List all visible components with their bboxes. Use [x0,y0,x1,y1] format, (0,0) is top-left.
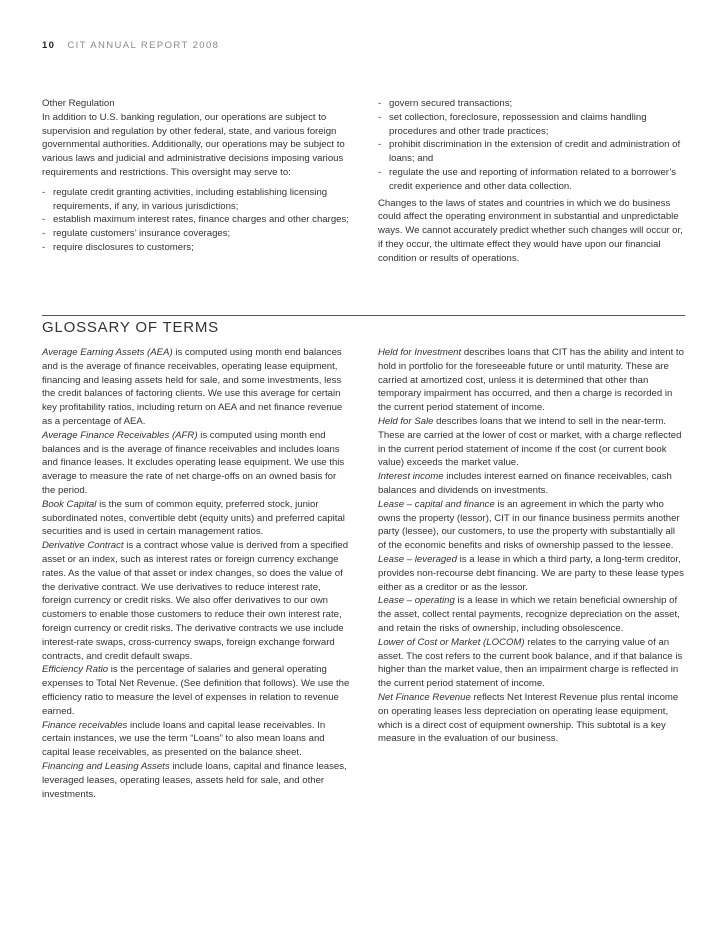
glossary-left-column [42,346,352,801]
glossary-definition: is the sum of common equity, preferred stock, junior subordinated notes, convertible debt (equity units) and preferred capital securities and is used in certain management ratios. [42,498,345,538]
list-item: - require disclosures to customers; [42,241,352,255]
glossary-term: Held for Sale [378,415,434,427]
glossary-definition: describes loans that CIT has the ability and intent to hold in portfolio for the foreseeable future or until maturity. These are carried at amortized cost, unless it is determined that other than temporary impairment has occurred, and then a charge is recorded in the current period statement of income. [378,347,684,414]
glossary-definition: is the percentage of salaries and general operating expenses to Total Net Revenue. (See definition that follows). We use the efficiency ratio to measure the level of expenses in relation to revenue earned. [42,664,350,717]
glossary-definition: reflects Net Interest Revenue plus rental income on operating leases less depreciation on operating lease equipment, which is a direct cost of equipment ownership. This subtotal is a key measure in the evaluation of our business. [378,691,679,745]
glossary-term: Financing and Leasing Assets [42,760,170,772]
glossary-entry [378,498,685,553]
list-item: - set collection, foreclosure, repossession and claims handling procedures and other trade practices; [378,111,685,139]
glossary-definition: is computed using month end balances and is the average of finance receivables, operating lease equipment, financing and leasing assets held for sale, and some investments, less the credit balances of factoring clients. We use this average for certain key profitability ratios, including return on AEA and net finance revenue as a percentage of AEA. [42,347,343,427]
glossary-entry [42,429,352,498]
oversight-list-right [378,97,685,194]
glossary-entry [378,594,685,635]
glossary-term: Average Finance Receivables (AFR) [42,429,198,441]
glossary-term: Lease – leveraged [378,553,457,565]
glossary-definition: include loans, capital and finance leases, leveraged leases, operating leases, assets held for sale, and other investments. [42,760,347,800]
glossary-entry [42,498,352,539]
glossary-entry [42,539,352,663]
glossary-definition: describes loans that we intend to sell in the near-term. These are carried at the lower of cost or market, with a charge reflected in the current period statement of income if the cost (or current book value) exceeds the market value. [378,415,682,469]
glossary-entry [42,663,352,718]
section-divider [42,315,685,316]
glossary-term: Lower of Cost or Market (LOCOM) [378,636,525,648]
glossary-definition: is an agreement in which the party who owns the property (lessor), CIT in our finance business permits another party (lessee), our customers, to use the property with substantially all of the economic benefits and risks of ownership passed to the lessee. [378,498,680,552]
glossary-heading: GLOSSARY OF TERMS [42,319,219,336]
glossary-definition: include loans and capital lease receivables. In certain instances, we use the term “Loans” to also mean loans and capital lease receivables, as presented on the balance sheet. [42,719,326,759]
list-item: - prohibit discrimination in the extension of credit and administration of loans; and [378,138,685,166]
oversight-list-left [42,186,352,255]
other-regulation-heading: Other Regulation [42,98,115,109]
page-number: 10 [42,40,56,51]
glossary-definition: includes interest earned on finance receivables, cash balances and dividends on investments. [378,471,672,496]
glossary-entry [378,415,685,470]
other-regulation-closing: Changes to the laws of states and countries in which we do business could affect the operating environment in substantial and unpredictable ways. We cannot accurately predict whether such changes will occur or, if they occur, the ultimate effect they would have upon our financial condition or results of operations. [378,197,683,264]
glossary-entry [378,691,685,746]
other-regulation-right-column [378,97,685,266]
glossary-term: Book Capital [42,498,97,510]
glossary-term: Derivative Contract [42,540,124,552]
glossary-entry [42,719,352,760]
glossary-entry [378,636,685,691]
glossary-term: Average Earning Assets (AEA) [42,347,173,358]
glossary-definition: is a contract whose value is derived from a specified asset or an index, such as interest rates or foreign currency exchange rates. As the value of that asset or index changes, so does the value of the derivative contract. We use derivatives to reduce interest rate, foreign currency or credit risks. We also offer derivatives to our own customers to enable those customers to reduce their own interest rate, foreign currency or credit risks. The derivative contracts we use include interest-rate swaps, cross-currency swaps, foreign exchange forward contracts, and credit default swaps. [42,540,349,662]
glossary-term: Net Finance Revenue [378,691,471,703]
glossary-term: Lease – capital and finance [378,498,495,510]
glossary-definition: is a lease in which we retain beneficial ownership of the asset, collect rental payments, recognize depreciation on the asset, and retain the risks of ownership, including obsolescence. [378,595,680,634]
glossary-entry [378,553,685,594]
other-regulation-intro: In addition to U.S. banking regulation, our operations are subject to supervision and regulation by other federal, state, and various foreign governmental authorities. Additionally, our operations may be subject to various laws and judicial and administrative decisions imposing various requirements and restrictions. This oversight may serve to: [42,111,345,178]
glossary-term: Held for Investment [378,347,462,358]
list-item: - establish maximum interest rates, finance charges and other charges; [42,213,352,227]
glossary-term: Interest income [378,471,444,483]
glossary-definition: is a lease in which a third party, a long-term creditor, provides non-recourse debt financing. We are party to these lease types either as a creditor or as the lessor. [378,553,684,593]
page-header [42,40,219,51]
glossary-entry [42,760,352,801]
list-item: - regulate the use and reporting of information related to a borrower’s credit experience and other data collection. [378,166,685,194]
other-regulation-left-column [42,97,352,255]
glossary-entry [42,346,352,429]
list-item: - regulate customers’ insurance coverages; [42,227,352,241]
glossary-entry [378,346,685,415]
report-title: CIT ANNUAL REPORT 2008 [67,40,220,51]
list-item: - govern secured transactions; [378,97,685,111]
glossary-term: Finance receivables [42,719,128,731]
glossary-entry [378,470,685,498]
glossary-definition: is computed using month end balances and is the average of finance receivables and includes loans and finance leases. It excludes operating lease equipment. We use this average to measure the rate of net charge-offs on an owned basis for the period. [42,429,345,496]
list-item: - regulate credit granting activities, including establishing licensing requirements, if any, in various jurisdictions; [42,186,352,214]
glossary-term: Lease – operating [378,595,455,607]
glossary-right-column [378,346,685,746]
glossary-term: Efficiency Ratio [42,664,109,676]
glossary-definition: relates to the carrying value of an asset. The cost refers to the current book balance, and if that balance is higher than the market value, then an impairment charge is reflected in the current period statement of income. [378,636,683,690]
